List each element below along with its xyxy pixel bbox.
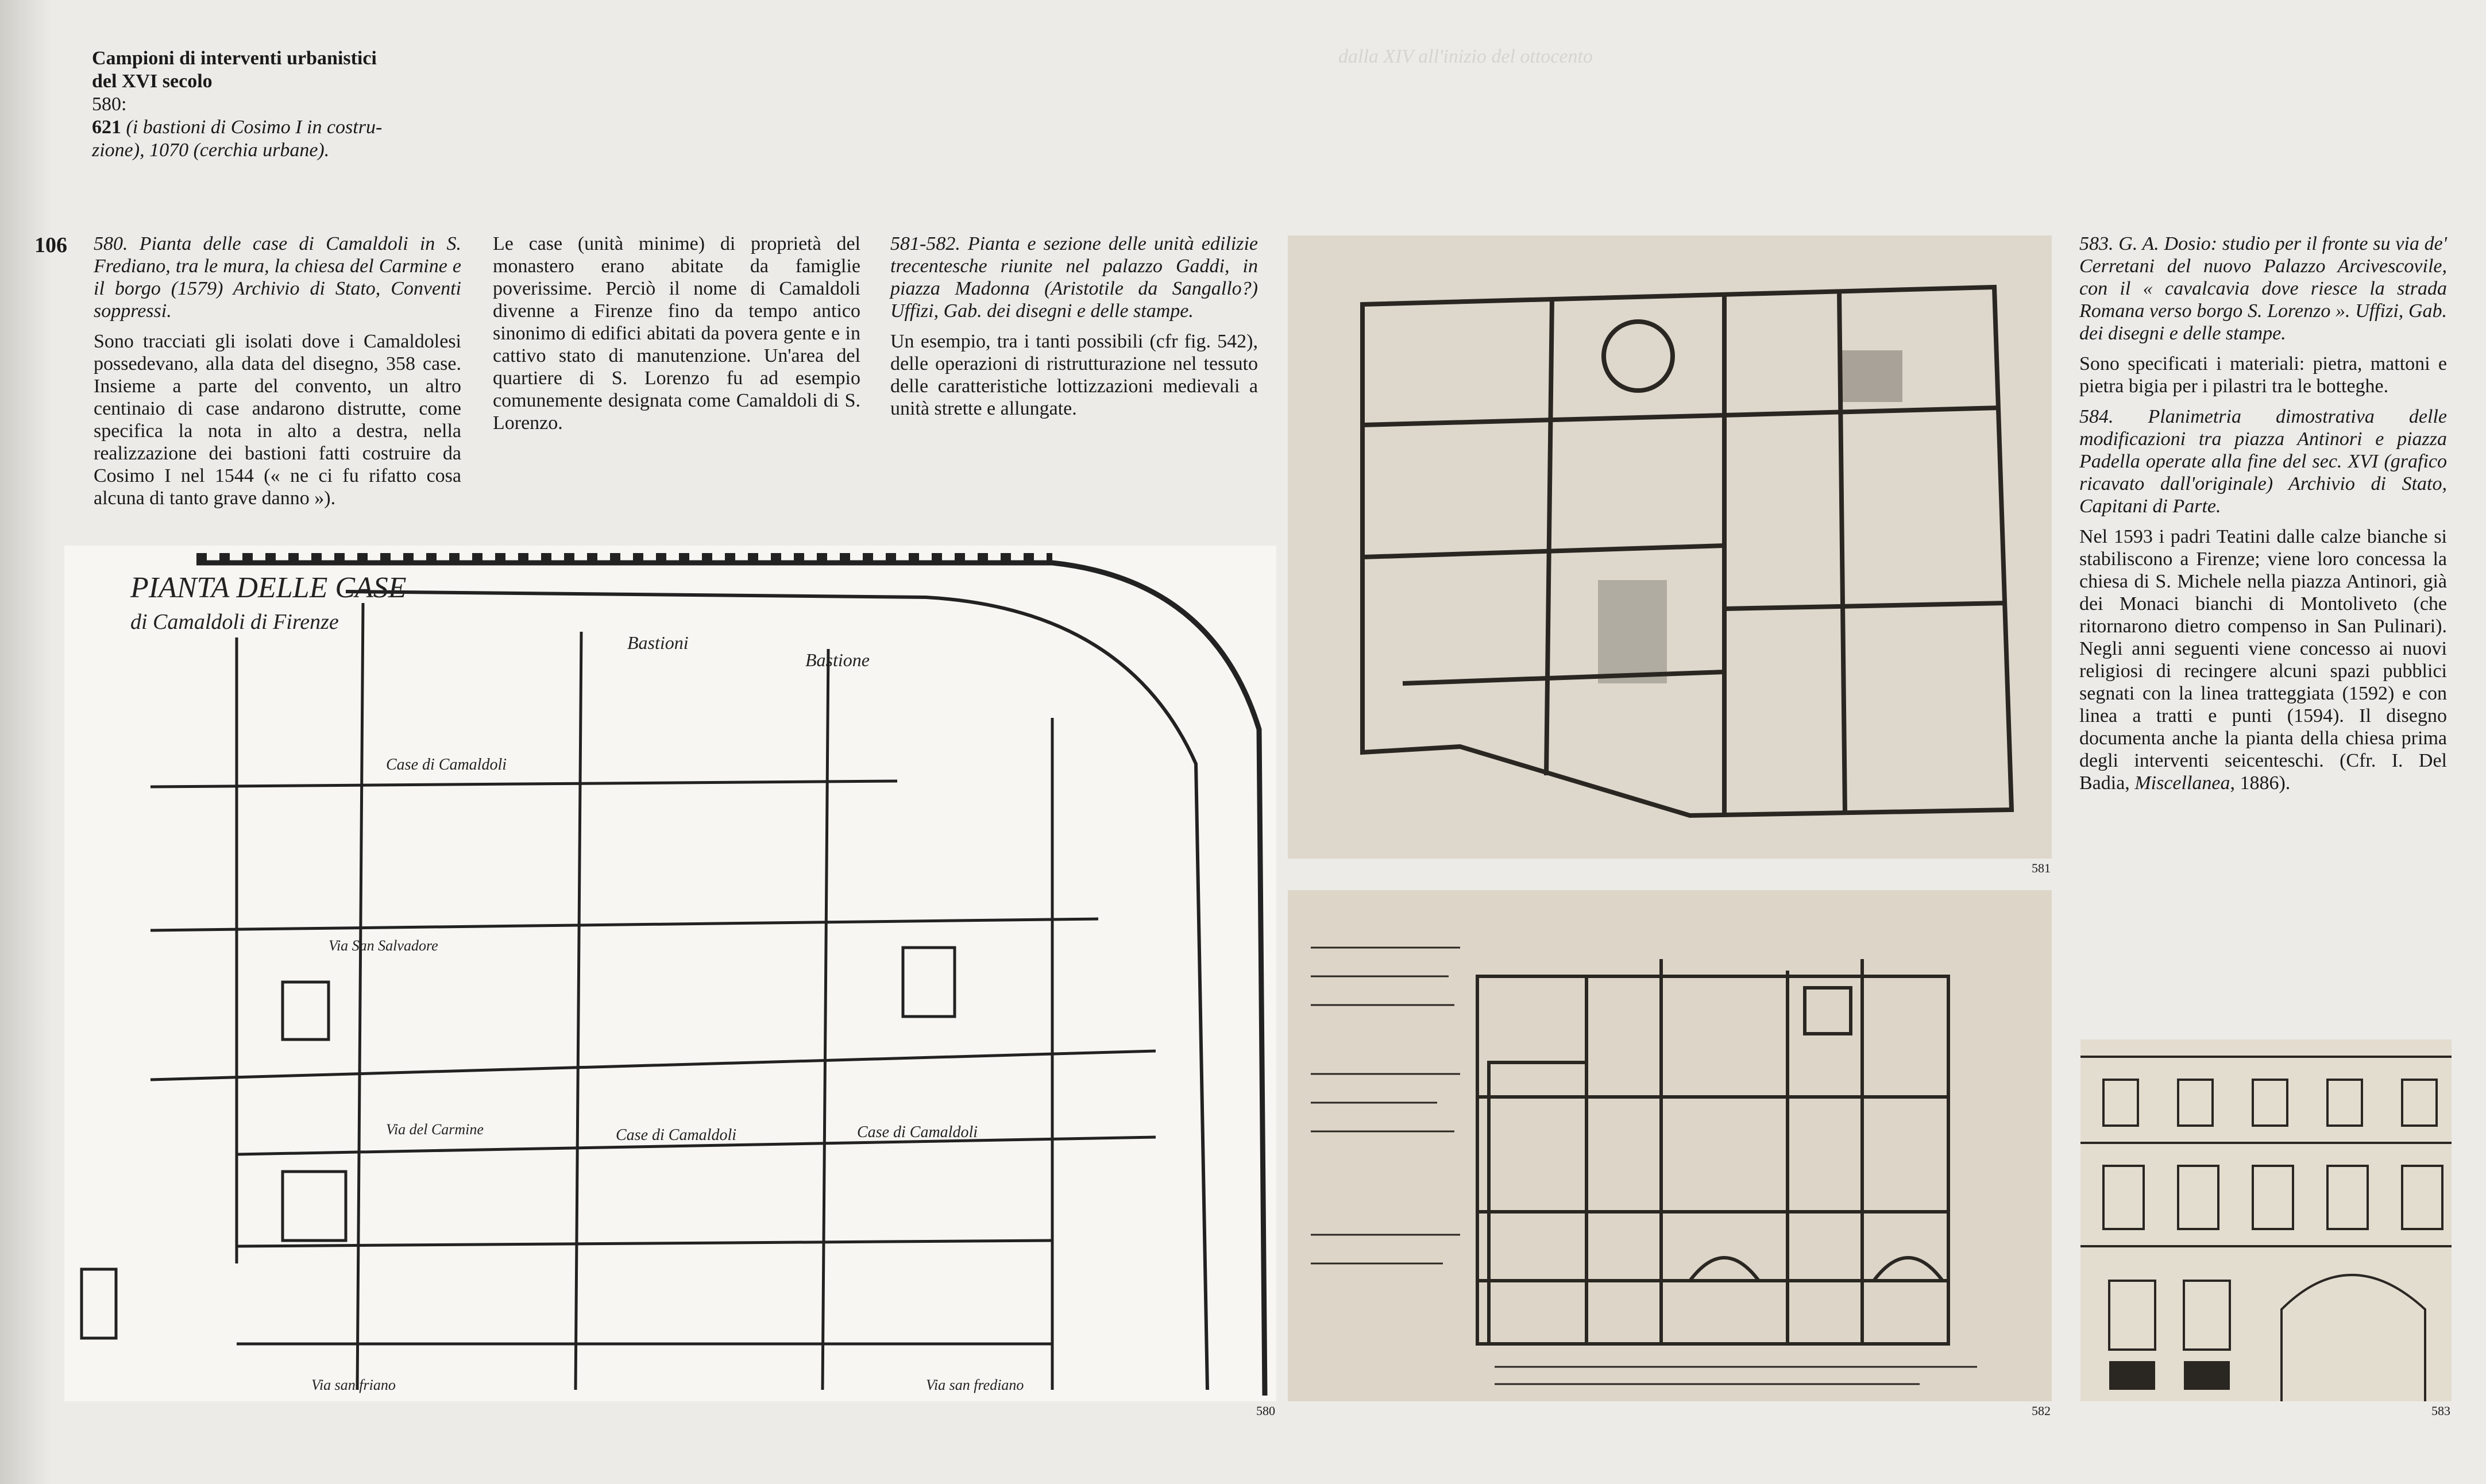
series-heading bbox=[92, 47, 494, 162]
map-label-case2: Case di Camaldoli bbox=[857, 1123, 978, 1141]
figure-583-facade bbox=[2080, 1039, 2452, 1418]
map-label-casecam: Case di Camaldoli bbox=[616, 1126, 737, 1144]
body-584-text: Nel 1593 i padri Teatini dalle calze bianche si stabiliscono a Firenze; viene loro concessa la chiesa di S. Michele nella piazza Antinori, già dei Monaci bianchi di Montoliveto (che ritornarono dietro compenso in San Pulinari). Negli anni seguenti viene concesso ai nuovi religiosi di recingere alcuni spazi pubblici segnati con la linea tratteggiata (1592) e con linea a tratti e punti (1594). Il disegno documenta anche la pianta della chiesa prima degli interventi seicenteschi. (Cfr. I. Del Badia, bbox=[2079, 526, 2447, 794]
series-ref-line1 bbox=[92, 116, 494, 139]
map-label-bastione: Bastione bbox=[805, 650, 870, 670]
series-ref-bold: 621 bbox=[92, 117, 121, 138]
page-number: 106 bbox=[34, 233, 67, 257]
figure-581-number: 581 bbox=[2032, 861, 2051, 875]
running-head: dalla XIV all'inizio del ottocento bbox=[1338, 46, 1593, 67]
map-label-via4: Via san frediano bbox=[926, 1377, 1024, 1393]
figure-580-map bbox=[64, 546, 1276, 1418]
page-gutter-shadow bbox=[0, 0, 52, 1484]
series-title-line2: del XVI secolo bbox=[92, 71, 213, 92]
section-drawing bbox=[1288, 890, 2052, 1401]
series-ref-number: 580: bbox=[92, 94, 127, 115]
series-ref-line2 bbox=[92, 139, 494, 162]
column-1 bbox=[94, 233, 461, 517]
body-581-582: Un esempio, tra i tanti possibili (cfr fig. 542), delle operazioni di ristrutturazione nel tessuto delle caratteristiche lottizzazioni medievali a unità strette e allungate. bbox=[890, 331, 1258, 419]
figure-582-number: 582 bbox=[2032, 1404, 2051, 1418]
caption-583: 583. G. A. Dosio: studio per il fronte su via de' Cerretani del nuovo Palazzo Arcivescovile, con il « cavalcavia dove riesce la strada Romana verso borgo S. Lorenzo ». Uffizi, Gab. dei disegni e delle stampe. bbox=[2079, 233, 2447, 344]
column-3 bbox=[890, 233, 1258, 428]
plan-drawing bbox=[1288, 235, 2052, 859]
figure-581-plan bbox=[1288, 235, 2052, 875]
caption-581-582: 581-582. Pianta e sezione delle unità edilizie trecentesche riunite nel palazzo Gaddi, in piazza Madonna (Aristotile da Sangallo?) Uffizi, Gab. dei disegni e delle stampe. bbox=[890, 233, 1258, 322]
map-label-via3: Via san friano bbox=[311, 1377, 396, 1393]
caption-584: 584. Planimetria dimostrativa delle modificazioni tra piazza Antinori e piazza Padella operate alla fine del sec. XVI (grafico ricavato dall'originale) Archivio di Stato, Capitani di Parte. bbox=[2079, 406, 2447, 517]
body-580: Sono tracciati gli isolati dove i Camaldolesi possedevano, alla data del disegno, 358 case. Insieme a parte del convento, un altro centinaio di case andarono distrutte, come specifica la nota in alto a destra, nella realizzazione dei bastioni fatti costruire da Cosimo I nel 1544 (« ne ci fu rifatto cosa alcuna di tanto grave danno »). bbox=[94, 331, 461, 509]
map-label-via2: Via del Carmine bbox=[386, 1121, 484, 1138]
map-title2: di Camaldoli di Firenze bbox=[130, 610, 339, 634]
body-580-cont: Le case (unità minime) di proprietà del monastero erano abitate da famiglie poverissime. Perciò il nome di Camaldoli divenne a Firenze fino da tempo antico sinonimo di edifici abitati da povera gente e in cattivo stato di manutenzione. Un'area del quartiere di S. Lorenzo fu ad esempio comunemente designata come Camaldoli di S. Lorenzo. bbox=[493, 233, 860, 434]
map-label-via1: Via San Salvadore bbox=[329, 937, 438, 954]
body-583: Sono specificati i materiali: pietra, mattoni e pietra bigia per i pilastri tra le botteghe. bbox=[2079, 353, 2447, 397]
map-label-case1: Case di Camaldoli bbox=[386, 756, 507, 774]
figure-582-section bbox=[1288, 890, 2052, 1418]
series-title-line1: Campioni di interventi urbanistici bbox=[92, 48, 377, 69]
body-584 bbox=[2079, 525, 2447, 794]
series-ref-italic2: zione), 1070 (cerchia urbane). bbox=[92, 140, 330, 161]
map-label-bastioni: Bastioni bbox=[627, 632, 689, 653]
series-ref-italic1: (i bastioni di Cosimo I in costru- bbox=[126, 117, 383, 138]
map-title1: PIANTA DELLE CASE bbox=[130, 571, 407, 604]
column-2 bbox=[493, 233, 860, 442]
caption-580: 580. Pianta delle case di Camaldoli in S. Frediano, tra le mura, la chiesa del Carmine e il borgo (1579) Archivio di Stato, Conventi soppressi. bbox=[94, 233, 461, 322]
figure-580-number: 580 bbox=[1256, 1404, 1275, 1418]
figure-583-number: 583 bbox=[2431, 1404, 2450, 1418]
body-584-italic: Miscellanea bbox=[2134, 772, 2230, 794]
facade-drawing bbox=[2080, 1039, 2452, 1401]
body-584-end: , 1886). bbox=[2230, 772, 2291, 794]
map-drawing bbox=[64, 546, 1276, 1401]
column-4 bbox=[2079, 233, 2447, 802]
